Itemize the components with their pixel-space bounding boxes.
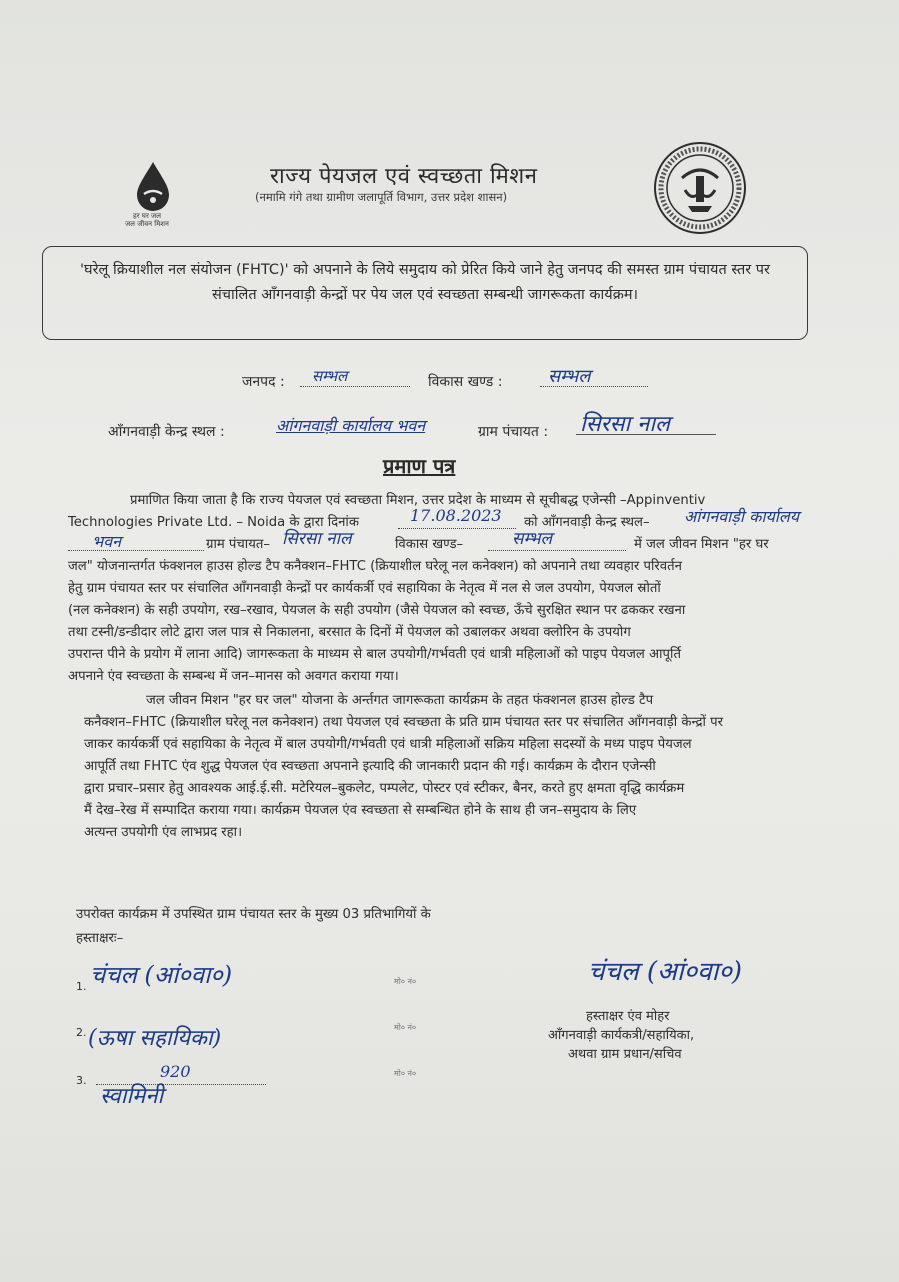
block-value: सम्भल [548, 366, 591, 387]
program-title-text: 'घरेलू क्रियाशील नल संयोजन (FHTC)' को अपनाने के लिये समुदाय को प्रेरित किये जाने हेतु जनपद की समस्त ग्राम पंचायत स्तर पर संचालित आँगनवाड़ी केन्द्रों पर पेय जल एवं स्वच्छता सम्बन्धी जागरूकता कार्यक्रम। [80, 262, 770, 303]
district-value: सम्भल [312, 367, 348, 385]
participant-signature-2: (ऊषा सहायिका) [88, 1026, 222, 1051]
participant-number-3: 3. [76, 1074, 87, 1087]
center-value: आंगनवाड़ी कार्यालय भवन [276, 416, 426, 435]
panchayat-underline [576, 434, 716, 435]
participants-intro: उपरोक्त कार्यक्रम में उपस्थित ग्राम पंचायत स्तर के मुख्य 03 प्रतिभागियों के [76, 907, 431, 922]
participant-signature-1: चंचल (आं०वा०) [90, 961, 233, 989]
panchayat-label: ग्राम पंचायत : [478, 424, 549, 440]
participant-signature-3: स्वामिनी [100, 1084, 164, 1109]
bhavan-handwritten: भवन [92, 532, 122, 551]
program-date: 17.08.2023 [410, 506, 502, 525]
para2-line3: जाकर कार्यकर्त्री एवं सहायिका के नेतृत्व में बाल उपयोगी/गर्भवती एवं धात्री महिलाओं सक्रिय महिला सदस्यों के मध्य पाइप पेयजल [84, 737, 692, 752]
mobile-label-3: मो० नं० [394, 1069, 417, 1078]
har-ghar-jal-logo-icon [132, 160, 174, 212]
center-label: आँगनवाड़ी केन्द्र स्थल : [108, 424, 225, 440]
para1-line2a: Technologies Private Ltd. – Noida के द्वारा दिनांक [68, 515, 359, 530]
participant-number-2: 2. [76, 1026, 87, 1039]
para2-line5: द्वारा प्रचार–प्रसार हेतु आवश्यक आई.ई.सी. मटेरियल–बुकलेट, पम्पलेट, पोस्टर एवं स्टीकर, बैनर, करते हुए क्षमता वृद्धि कार्यक्रम [84, 781, 685, 796]
para2-line6: मैं देख–रेख में सम्पादित कराया गया। कार्यक्रम पेयजल एंव स्वच्छता से सम्बन्धित होने के साथ ही जन–समुदाय के लिए [84, 803, 637, 818]
para2-line1: जल जीवन मिशन "हर घर जल" योजना के अर्न्तगत जागरूकता कार्यक्रम के तहत फंक्शनल हाउस होल्ड टैप [146, 693, 654, 708]
vk-handwritten: सम्भल [512, 529, 553, 549]
para1-line7: तथा टस्नी/डन्डीदार लोटे द्वारा जल पात्र से निकालना, बरसात के दिनों में पेयजल को उबालकर अथवा क्लोरिन के उपयोग [68, 625, 631, 640]
para2-line2: कनैक्शन–FHTC (क्रियाशील घरेलू नल कनेक्शन) तथा पेयजल एवं स्वच्छता के प्रति ग्राम पंचायत स्तर पर संचालित आँगनवाड़ी केन्द्रों पर [84, 715, 724, 730]
para1-line3a: ग्राम पंचायत– [206, 537, 270, 552]
bhavan-line [68, 550, 204, 551]
para1-line5: हेतु ग्राम पंचायत स्तर पर संचालित आँगनवाड़ी केन्द्रों पर कार्यकर्त्री एवं सहायिका के नेतृत्व में नल से जल उपयोग, पेयजल स्रोतों [68, 581, 661, 596]
para1-line9: अपनाने एंव स्वच्छता के सम्बन्ध में जन–मानस को अवगत कराया गया। [68, 669, 399, 684]
vk-line [488, 550, 626, 551]
signatory-line2: आँगनवाड़ी कार्यकत्री/सहायिका, [548, 1028, 695, 1043]
para1-line1: प्रमाणित किया जाता है कि राज्य पेयजल एवं स्वच्छता मिशन, उत्तर प्रदेश के माध्यम से सूचीबद्ध एजेन्सी –Appinventiv [130, 493, 706, 508]
signatory-signature: चंचल (आं०वा०) [588, 957, 743, 987]
signatures-heading: हस्ताक्षरः– [76, 931, 124, 946]
para1-line6: (नल कनेक्शन) के सही उपयोग, रख–रखाव, पेयजल के सही उपयोग (जैसे पेयजल को स्वच्छ, ऊँचे सुरक्षित स्थान पर ढककर रखना [68, 603, 686, 618]
para1-line8: उपरान्त पीने के प्रयोग में लाना आदि) जागरूकता के माध्यम से बाल उपयोगी/गर्भवती एवं धात्री महिलाओं को पाइप पेयजल आपूर्ति [68, 647, 681, 662]
block-label: विकास खण्ड : [428, 374, 503, 390]
signatory-line1: हस्ताक्षर एंव मोहर [586, 1009, 670, 1024]
gp-handwritten: सिरसा नाल [282, 529, 352, 549]
mission-title: राज्य पेयजल एवं स्वच्छता मिशन [270, 164, 538, 189]
participant-number-1: 1. [76, 980, 87, 993]
para2-line7: अत्यन्त उपयोगी एंव लाभप्रद रहा। [84, 825, 243, 840]
logo-caption: हर घर जल जल जीवन मिशन [125, 212, 169, 228]
panchayat-value: सिरसा नाल [580, 412, 670, 437]
para1-line3b: विकास खण्ड– [395, 537, 464, 552]
district-field-line [300, 386, 410, 387]
para1-line3c: में जल जीवन मिशन "हर घर [634, 537, 769, 552]
mobile-label-2: मो० नं० [394, 1023, 417, 1032]
date-line [398, 528, 516, 529]
para2-line4: आपूर्ति तथा FHTC एंव शुद्ध पेयजल एंव स्वच्छता अपनाने इत्यादि की जानकारी प्रदान की गई। कार्यक्रम के दौरान एजेन्सी [84, 759, 656, 774]
certificate-title: प्रमाण पत्र [383, 454, 456, 478]
center-handwritten: आंगनवाड़ी कार्यालय [684, 507, 800, 526]
participant-signature-3-note: 920 [160, 1062, 191, 1081]
para1-line4: जल" योजनान्तर्गत फंक्शनल हाउस होल्ड टैप कनैक्शन–FHTC (क्रियाशील घरेलू नल कनेक्शन) को अपनाने तथा व्यवहार परिवर्तन [68, 559, 682, 574]
up-government-emblem-icon [652, 140, 748, 236]
para1-line2b: को आँगनवाड़ी केन्द्र स्थल– [524, 515, 650, 530]
district-label: जनपद : [242, 374, 285, 390]
signatory-line3: अथवा ग्राम प्रधान/सचिव [568, 1047, 682, 1062]
mission-subtitle: (नमामि गंगे तथा ग्रामीण जलापूर्ति विभाग, उत्तर प्रदेश शासन) [255, 190, 508, 204]
mobile-label-1: मो० नं० [394, 977, 417, 986]
